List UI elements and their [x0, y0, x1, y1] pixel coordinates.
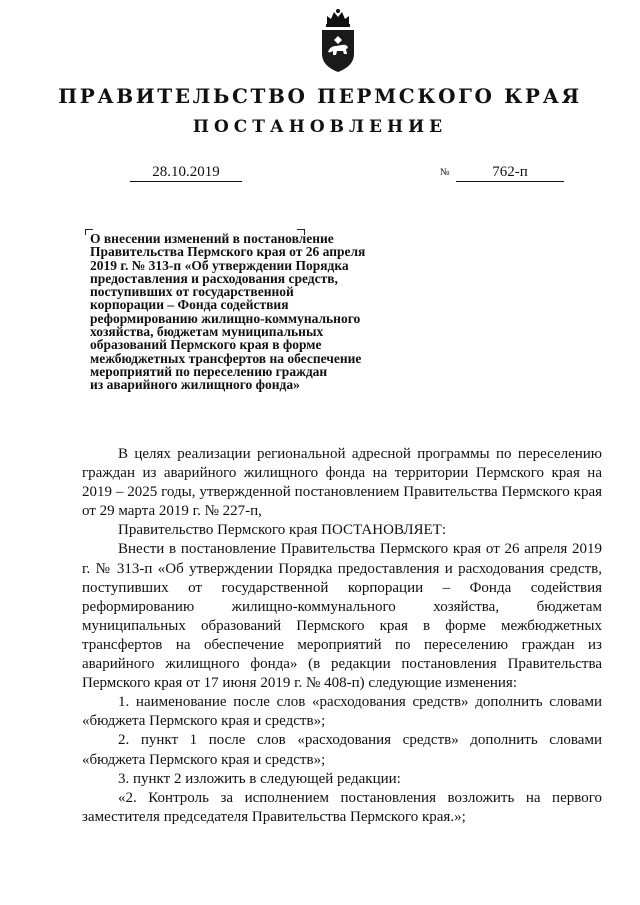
document-subject	[90, 232, 410, 392]
subject-line: хозяйства, бюджетам муниципальных	[90, 324, 324, 340]
government-title: ПРАВИТЕЛЬСТВО ПЕРМСКОГО КРАЯ	[58, 84, 582, 108]
subject-line: поступивших от государственной	[90, 284, 294, 300]
subject-line: межбюджетных трансфертов на обеспечение	[90, 350, 362, 366]
subject-line: О внесении изменений в постановление	[90, 231, 334, 246]
document-type-title: ПОСТАНОВЛЕНИЕ	[192, 117, 448, 137]
amendment-item-2: 2. пункт 1 после слов «расходования средств» дополнить словами «бюджета Пермского края и средств»;	[82, 732, 602, 768]
amendment-intro-paragraph: Внести в постановление Правительства Пермского края от 26 апреля 2019 г. № 313-п «Об утверждении Порядка предоставления и расходования средств, поступивших от государственной корпорации – Фонда содействия реформированию жилищно-коммунального хозяйства, бюджетам муниципальных образований Пермского края в форме межбюджетных трансфертов на обеспечение мероприятий по переселению граждан из аварийного жилищного фонда» (в редакции постановления Правительства Пермского края от 17 июня 2019 г. № 408-п) следующие изменения:	[82, 541, 602, 692]
amendment-item-3: 3. пункт 2 изложить в следующей редакции:	[118, 770, 401, 787]
subject-line: из аварийного жилищного фонда»	[90, 377, 300, 393]
resolution-statement: Правительство Пермского края ПОСТАНОВЛЯЕТ:	[118, 522, 447, 539]
preamble-paragraph: В целях реализации региональной адресной программы по переселению граждан из аварийного жилищного фонда на территории Пермского края на 2019 – 2025 годы, утвержденной постановлением Правительства Пермского края от 29 марта 2019 г. № 227-п,	[82, 446, 602, 520]
subject-line: Правительства Пермского края от 26 апреля	[90, 244, 366, 260]
number-sign: №	[440, 167, 450, 178]
amendment-item-3-text: «2. Контроль за исполнением постановления возложить на первого заместителя председателя Правительства Пермского края.»;	[82, 789, 602, 825]
subject-line: реформированию жилищно-коммунального	[90, 310, 361, 326]
subject-line: образований Пермского края в форме	[90, 337, 322, 353]
subject-line: предоставления и расходования средств,	[90, 270, 338, 286]
subject-line: 2019 г. № 313-п «Об утверждении Порядка	[90, 257, 349, 273]
document-body	[82, 445, 602, 827]
document-date: 28.10.2019	[130, 163, 242, 182]
document-number: 762-п	[456, 163, 564, 182]
subject-line: мероприятий по переселению граждан	[90, 363, 328, 379]
amendment-item-1: 1. наименование после слов «расходования средств» дополнить словами «бюджета Пермского края и средств»;	[82, 694, 602, 730]
perm-krai-coat-of-arms-icon	[318, 8, 358, 74]
subject-line: корпорации – Фонда содействия	[90, 297, 289, 313]
document-number-field	[440, 163, 564, 182]
